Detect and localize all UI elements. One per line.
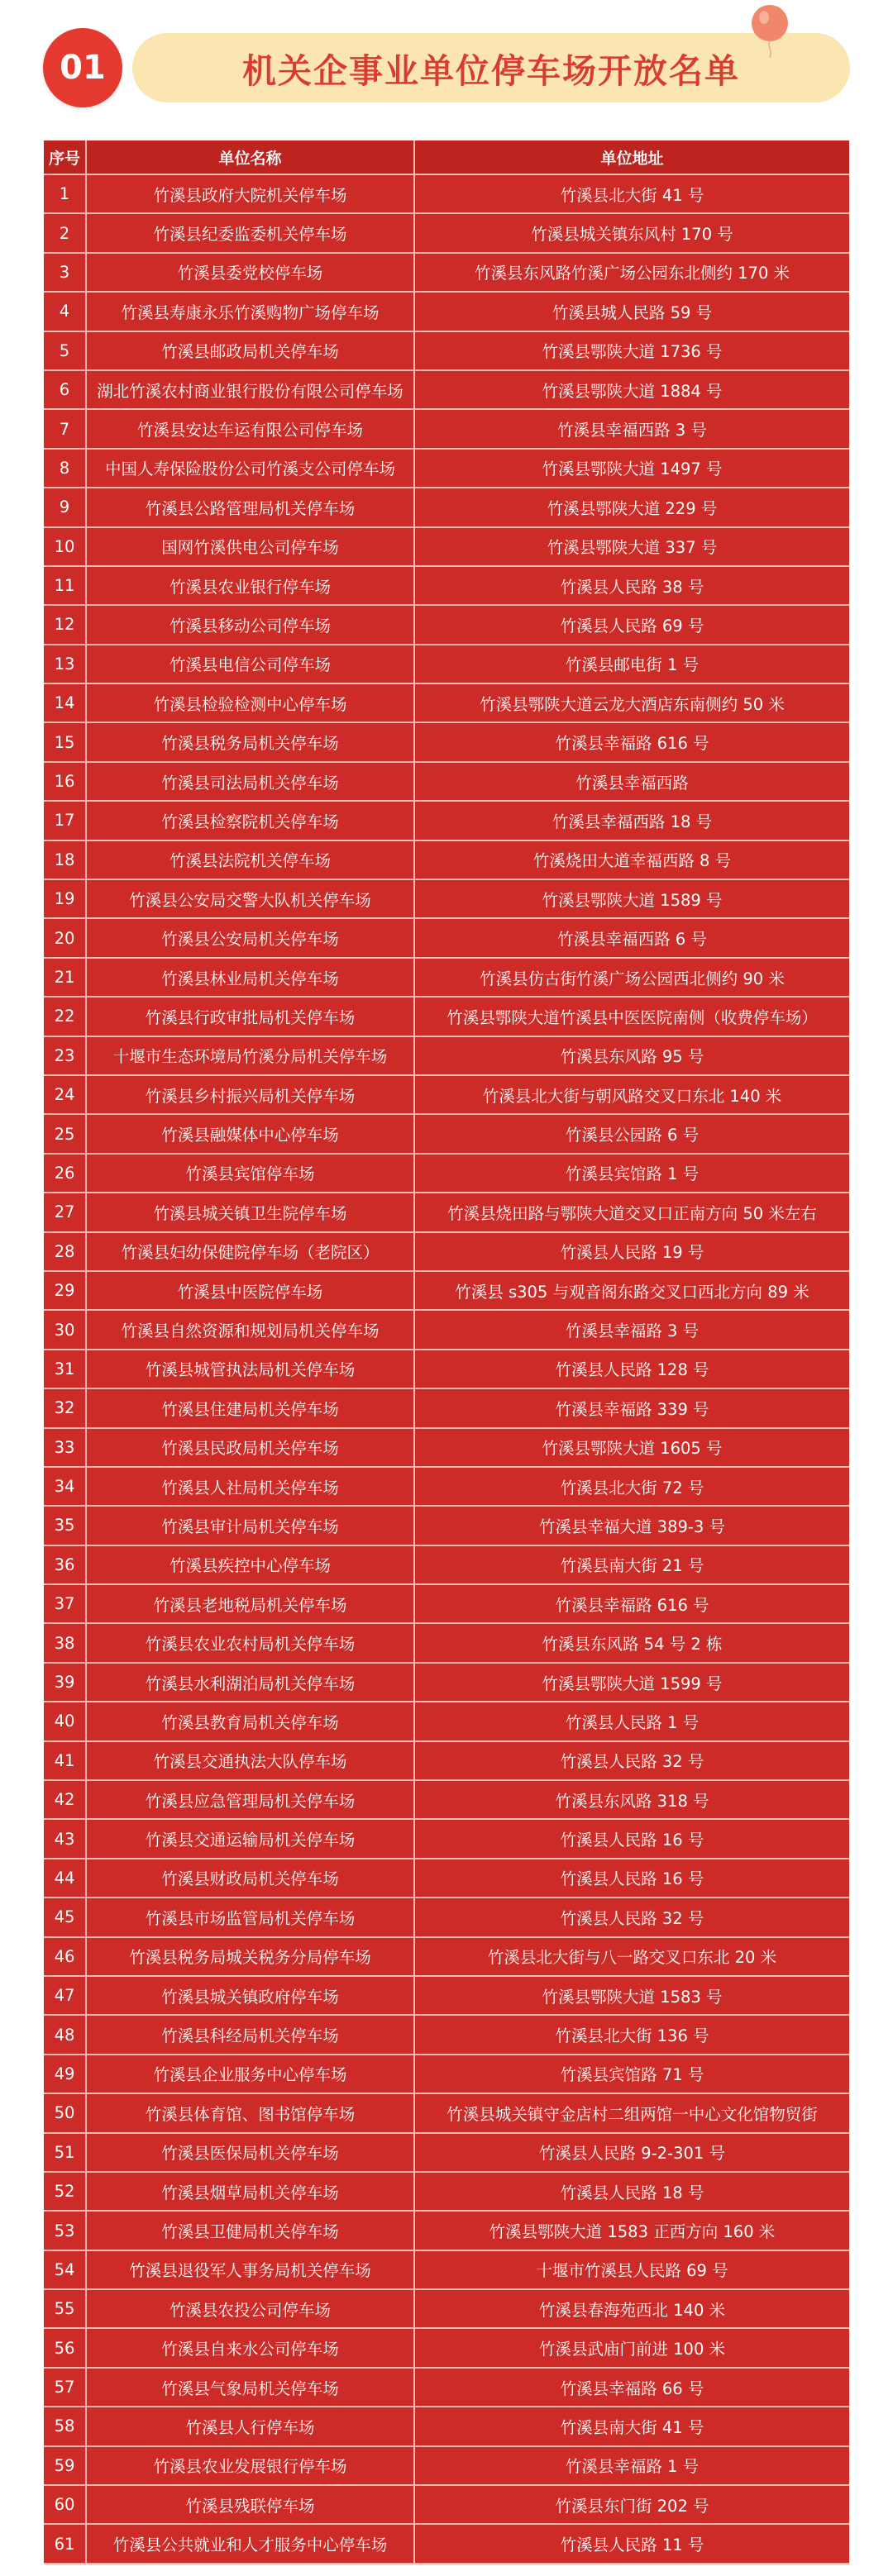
table-row	[44, 2016, 849, 2055]
cell-index: 26	[44, 1155, 87, 1192]
cell-unit-name: 竹溪县农业农村局机关停车场	[87, 1624, 415, 1661]
cell-index: 27	[44, 1193, 87, 1231]
table-row	[44, 2486, 849, 2525]
cell-unit-address: 竹溪县鄂陕大道 1497 号	[542, 459, 723, 479]
table-row	[44, 1820, 849, 1859]
table-row	[44, 254, 849, 293]
cell-index: 11	[44, 567, 87, 604]
cell-unit-address: 竹溪县人民路 1 号	[565, 1712, 700, 1732]
cell-unit-name: 竹溪县乡村振兴局机关停车场	[87, 1076, 415, 1113]
cell-unit-name: 竹溪县城关镇卫生院停车场	[87, 1193, 415, 1231]
table-row	[44, 841, 849, 880]
cell-index: 9	[44, 488, 87, 526]
table-row	[44, 998, 849, 1036]
cell-unit-name: 竹溪县司法局机关停车场	[87, 763, 415, 800]
table-row	[44, 214, 849, 253]
cell-index: 49	[44, 2055, 87, 2093]
cell-unit-address: 竹溪县鄂陕大道 1884 号	[542, 381, 723, 401]
col-header-unit-name: 单位名称	[87, 140, 415, 174]
cell-unit-address: 竹溪县人民路 32 号	[560, 1908, 704, 1928]
cell-unit-name: 竹溪县寿康永乐竹溪购物广场停车场	[87, 293, 415, 330]
cell-unit-name: 竹溪县法院机关停车场	[87, 841, 415, 879]
cell-unit-address: 竹溪县宾馆路 1 号	[565, 1164, 700, 1184]
table-row	[44, 410, 849, 449]
cell-unit-name: 竹溪县自来水公司停车场	[87, 2329, 415, 2366]
table-row	[44, 959, 849, 998]
cell-index: 8	[44, 450, 87, 487]
cell-unit-address: 竹溪县人民路 18 号	[560, 2183, 704, 2202]
table-row	[44, 2290, 849, 2329]
table-row	[44, 1076, 849, 1115]
cell-unit-address: 竹溪县人民路 69 号	[560, 616, 704, 636]
cell-index: 54	[44, 2251, 87, 2288]
table-row	[44, 763, 849, 802]
cell-index: 45	[44, 1898, 87, 1936]
cell-unit-address: 竹溪县人民路 32 号	[560, 1752, 704, 1772]
cell-unit-name: 竹溪县自然资源和规划局机关停车场	[87, 1311, 415, 1348]
cell-unit-name: 竹溪县住建局机关停车场	[87, 1389, 415, 1426]
table-row	[44, 567, 849, 606]
cell-index: 7	[44, 410, 87, 447]
cell-unit-address: 竹溪县鄂陕大道竹溪县中医医院南侧（收费停车场）	[446, 1007, 818, 1027]
cell-unit-address: 竹溪县幸福西路 18 号	[552, 812, 713, 831]
cell-unit-name: 竹溪县民政局机关停车场	[87, 1429, 415, 1466]
cell-index: 53	[44, 2212, 87, 2249]
cell-unit-address: 竹溪县幸福大道 389-3 号	[538, 1517, 726, 1536]
cell-unit-name: 竹溪县宾馆停车场	[87, 1155, 415, 1192]
cell-index: 10	[44, 528, 87, 565]
table-row	[44, 1115, 849, 1154]
cell-unit-address: 竹溪县人民路 19 号	[560, 1243, 704, 1263]
table-row	[44, 488, 849, 527]
cell-unit-address: 竹溪县幸福路 616 号	[555, 734, 709, 754]
table-row	[44, 1781, 849, 1820]
cell-unit-name: 竹溪县农业银行停车场	[87, 567, 415, 604]
cell-index: 33	[44, 1429, 87, 1466]
table-row	[44, 293, 849, 331]
cell-index: 13	[44, 645, 87, 683]
table-row	[44, 645, 849, 684]
cell-unit-name: 竹溪县融媒体中心停车场	[87, 1115, 415, 1152]
cell-index: 48	[44, 2016, 87, 2053]
cell-index: 16	[44, 763, 87, 800]
cell-index: 1	[44, 175, 87, 212]
cell-index: 19	[44, 880, 87, 917]
cell-unit-address: 竹溪县东风路 95 号	[560, 1047, 704, 1067]
cell-unit-address: 竹溪县南大街 41 号	[560, 2417, 704, 2437]
cell-index: 29	[44, 1272, 87, 1309]
cell-index: 22	[44, 998, 87, 1035]
cell-index: 61	[44, 2525, 87, 2562]
table-row	[44, 1938, 849, 1977]
cell-unit-name: 竹溪县老地税局机关停车场	[87, 1585, 415, 1622]
table-row	[44, 1585, 849, 1624]
cell-unit-address: 竹溪县鄂陕大道云龙大酒店东南侧约 50 米	[480, 694, 785, 714]
table-row	[44, 802, 849, 840]
cell-unit-name: 竹溪县安达车运有限公司停车场	[87, 410, 415, 447]
balloon-icon	[748, 5, 791, 58]
table-row	[44, 2212, 849, 2250]
cell-unit-address: 竹溪县东风路竹溪广场公园东北侧约 170 米	[474, 264, 790, 283]
cell-index: 56	[44, 2329, 87, 2366]
cell-unit-name: 竹溪县检察院机关停车场	[87, 802, 415, 839]
cell-unit-address: 竹溪县北大街与八一路交叉口东北 20 米	[487, 1948, 777, 1968]
table-row	[44, 2329, 849, 2368]
cell-index: 32	[44, 1389, 87, 1426]
cell-index: 5	[44, 332, 87, 369]
cell-unit-address: 竹溪县南大街 21 号	[560, 1556, 704, 1576]
cell-unit-address: 竹溪县鄂陕大道 229 号	[547, 498, 718, 518]
cell-unit-name: 竹溪县气象局机关停车场	[87, 2369, 415, 2406]
cell-unit-address: 竹溪县人民路 128 号	[555, 1360, 709, 1380]
cell-index: 35	[44, 1507, 87, 1544]
cell-index: 20	[44, 919, 87, 956]
table-row	[44, 1507, 849, 1545]
cell-unit-address: 竹溪县烧田路与鄂陕大道交叉口正南方向 50 米左右	[447, 1203, 817, 1223]
cell-unit-name: 竹溪县公安局机关停车场	[87, 919, 415, 956]
table-row	[44, 606, 849, 645]
col-header-unit-address: 单位地址	[600, 149, 664, 168]
cell-index: 18	[44, 841, 87, 879]
table-row	[44, 528, 849, 567]
cell-index: 55	[44, 2290, 87, 2327]
cell-unit-name: 竹溪县卫健局机关停车场	[87, 2212, 415, 2249]
cell-index: 37	[44, 1585, 87, 1622]
cell-index: 28	[44, 1233, 87, 1270]
cell-index: 21	[44, 959, 87, 996]
table-row	[44, 2447, 849, 2486]
table-row	[44, 1429, 849, 1468]
cell-unit-address: 竹溪县幸福路 66 号	[560, 2378, 704, 2398]
table-row	[44, 1272, 849, 1311]
cell-unit-name: 竹溪县交通执法大队停车场	[87, 1742, 415, 1779]
cell-index: 39	[44, 1664, 87, 1701]
cell-unit-address: 竹溪县 s305 与观音阁东路交叉口西北方向 89 米	[455, 1282, 809, 1302]
section-number-badge: 01	[43, 28, 122, 107]
cell-unit-name: 竹溪县应急管理局机关停车场	[87, 1781, 415, 1818]
table-row	[44, 1155, 849, 1193]
cell-unit-address: 竹溪县幸福西路	[575, 773, 689, 793]
cell-unit-address: 竹溪县鄂陕大道 1583 正西方向 160 米	[489, 2222, 776, 2241]
cell-unit-address: 竹溪县鄂陕大道 1583 号	[542, 1987, 723, 2007]
table-row	[44, 2134, 849, 2173]
table-row	[44, 2094, 849, 2133]
cell-index: 58	[44, 2407, 87, 2445]
cell-unit-name: 竹溪县市场监管局机关停车场	[87, 1898, 415, 1936]
table-row	[44, 1624, 849, 1663]
cell-index: 15	[44, 723, 87, 760]
table-row	[44, 1468, 849, 1507]
cell-unit-address: 竹溪县春海苑西北 140 米	[538, 2300, 726, 2320]
cell-unit-address: 竹溪县城人民路 59 号	[552, 302, 713, 322]
table-header-row	[44, 140, 849, 175]
cell-unit-address: 竹溪县幸福路 616 号	[555, 1595, 709, 1615]
cell-index: 4	[44, 293, 87, 330]
cell-index: 34	[44, 1468, 87, 1505]
cell-unit-name: 竹溪县水利湖泊局机关停车场	[87, 1664, 415, 1701]
cell-unit-name: 竹溪县审计局机关停车场	[87, 1507, 415, 1544]
cell-unit-name: 中国人寿保险股份公司竹溪支公司停车场	[87, 450, 415, 487]
cell-unit-name: 竹溪县烟草局机关停车场	[87, 2173, 415, 2210]
cell-unit-name: 竹溪县检验检测中心停车场	[87, 684, 415, 721]
table-row	[44, 1546, 849, 1585]
cell-unit-name: 竹溪县人社局机关停车场	[87, 1468, 415, 1505]
cell-unit-address: 竹溪县北大街 41 号	[560, 185, 704, 205]
cell-unit-name: 竹溪县科经局机关停车场	[87, 2016, 415, 2053]
cell-index: 2	[44, 214, 87, 251]
table-row	[44, 2525, 849, 2564]
cell-unit-address: 竹溪县邮电街 1 号	[565, 655, 700, 675]
cell-unit-name: 竹溪县税务局机关停车场	[87, 723, 415, 760]
cell-unit-address: 竹溪县鄂陕大道 1605 号	[542, 1439, 723, 1459]
cell-unit-address: 竹溪县人民路 11 号	[560, 2536, 704, 2555]
table-row	[44, 919, 849, 958]
cell-unit-name: 竹溪县委党校停车场	[87, 254, 415, 291]
col-header-index: 序号	[44, 140, 87, 174]
table-row	[44, 1859, 849, 1898]
table-row	[44, 1664, 849, 1702]
cell-index: 25	[44, 1115, 87, 1152]
table-row	[44, 1350, 849, 1389]
title-banner	[132, 33, 850, 102]
cell-index: 60	[44, 2486, 87, 2523]
section-header	[0, 0, 893, 132]
cell-unit-address: 竹溪县北大街 72 号	[560, 1478, 704, 1498]
cell-unit-address: 竹溪县幸福路 339 号	[555, 1399, 709, 1419]
cell-unit-address: 竹溪县宾馆路 71 号	[560, 2065, 704, 2085]
table-row	[44, 450, 849, 488]
table-row	[44, 2055, 849, 2094]
cell-unit-address: 竹溪县鄂陕大道 1599 号	[542, 1674, 723, 1693]
cell-unit-address: 竹溪县幸福路 3 号	[565, 1321, 700, 1341]
cell-unit-address: 竹溪县鄂陕大道 1736 号	[542, 342, 723, 362]
table-row	[44, 1233, 849, 1272]
parking-table	[44, 140, 849, 2564]
cell-index: 3	[44, 254, 87, 291]
cell-index: 46	[44, 1938, 87, 1975]
cell-unit-address: 竹溪县人民路 38 号	[560, 577, 704, 597]
cell-index: 17	[44, 802, 87, 839]
cell-unit-address: 竹溪县人民路 16 号	[560, 1831, 704, 1850]
table-row	[44, 175, 849, 214]
cell-index: 47	[44, 1977, 87, 2014]
cell-unit-name: 竹溪县医保局机关停车场	[87, 2134, 415, 2171]
cell-unit-name: 十堰市生态环境局竹溪分局机关停车场	[87, 1037, 415, 1074]
cell-unit-address: 竹溪县人民路 16 号	[560, 1869, 704, 1889]
cell-unit-address: 竹溪县城关镇东风村 170 号	[531, 225, 733, 245]
cell-unit-name: 竹溪县公安局交警大队机关停车场	[87, 880, 415, 917]
cell-unit-address: 竹溪县东门街 202 号	[555, 2496, 709, 2516]
cell-unit-address: 竹溪县武庙门前进 100 米	[538, 2340, 726, 2359]
cell-unit-name: 竹溪县城关镇政府停车场	[87, 1977, 415, 2014]
cell-unit-address: 竹溪县北大街与朝风路交叉口东北 140 米	[482, 1086, 782, 1106]
cell-index: 14	[44, 684, 87, 721]
cell-unit-name: 竹溪县税务局城关税务分局停车场	[87, 1938, 415, 1975]
cell-unit-address: 竹溪县人民路 9-2-301 号	[538, 2144, 725, 2164]
cell-index: 43	[44, 1820, 87, 1857]
cell-unit-address: 竹溪县鄂陕大道 337 号	[547, 538, 718, 558]
cell-unit-name: 竹溪县行政审批局机关停车场	[87, 998, 415, 1035]
cell-unit-name: 竹溪县城管执法局机关停车场	[87, 1350, 415, 1388]
table-row	[44, 1702, 849, 1741]
cell-unit-address: 竹溪县东风路 54 号 2 栋	[542, 1635, 723, 1655]
cell-unit-name: 竹溪县退役军人事务局机关停车场	[87, 2251, 415, 2288]
cell-index: 31	[44, 1350, 87, 1388]
cell-unit-address: 竹溪县幸福西路 6 号	[557, 930, 707, 950]
cell-index: 52	[44, 2173, 87, 2210]
cell-index: 36	[44, 1546, 87, 1583]
cell-unit-address: 十堰市竹溪县人民路 69 号	[536, 2261, 728, 2281]
cell-index: 42	[44, 1781, 87, 1818]
cell-index: 51	[44, 2134, 87, 2171]
cell-unit-name: 竹溪县农业发展银行停车场	[87, 2447, 415, 2484]
cell-unit-address: 竹溪县幸福路 1 号	[565, 2457, 700, 2477]
cell-index: 12	[44, 606, 87, 643]
cell-unit-address: 竹溪县幸福西路 3 号	[557, 421, 707, 440]
cell-unit-name: 竹溪县林业局机关停车场	[87, 959, 415, 996]
table-row	[44, 880, 849, 919]
cell-unit-name: 国网竹溪供电公司停车场	[87, 528, 415, 565]
cell-unit-name: 竹溪县人行停车场	[87, 2407, 415, 2445]
cell-unit-address: 竹溪县公园路 6 号	[565, 1126, 700, 1145]
table-body	[44, 175, 849, 2564]
cell-index: 23	[44, 1037, 87, 1074]
cell-unit-address: 竹溪县仿古街竹溪广场公园西北侧约 90 米	[480, 969, 785, 988]
table-row	[44, 332, 849, 371]
cell-unit-name: 竹溪县妇幼保健院停车场（老院区）	[87, 1233, 415, 1270]
cell-unit-address: 竹溪县鄂陕大道 1589 号	[542, 890, 723, 910]
cell-unit-address: 竹溪烧田大道幸福西路 8 号	[532, 851, 732, 871]
table-row	[44, 2407, 849, 2446]
table-row	[44, 1193, 849, 1232]
cell-index: 57	[44, 2369, 87, 2406]
table-row	[44, 1898, 849, 1937]
cell-unit-name: 竹溪县企业服务中心停车场	[87, 2055, 415, 2093]
table-row	[44, 2369, 849, 2407]
cell-unit-name: 竹溪县残联停车场	[87, 2486, 415, 2523]
cell-index: 59	[44, 2447, 87, 2484]
cell-unit-name: 竹溪县教育局机关停车场	[87, 1702, 415, 1740]
page-title: 机关企事业单位停车场开放名单	[242, 50, 740, 91]
cell-unit-address: 竹溪县城关镇守金店村二组两馆一中心文化馆物贸街	[446, 2104, 818, 2124]
cell-unit-name: 湖北竹溪农村商业银行股份有限公司停车场	[87, 371, 415, 408]
cell-unit-name: 竹溪县邮政局机关停车场	[87, 332, 415, 369]
table-row	[44, 1311, 849, 1350]
cell-index: 44	[44, 1859, 87, 1897]
cell-unit-name: 竹溪县公路管理局机关停车场	[87, 488, 415, 526]
cell-index: 50	[44, 2094, 87, 2131]
table-row	[44, 2251, 849, 2290]
table-row	[44, 1037, 849, 1076]
cell-index: 6	[44, 371, 87, 408]
cell-unit-name: 竹溪县政府大院机关停车场	[87, 175, 415, 212]
cell-unit-address: 竹溪县东风路 318 号	[555, 1791, 709, 1811]
cell-unit-name: 竹溪县农投公司停车场	[87, 2290, 415, 2327]
cell-unit-name: 竹溪县中医院停车场	[87, 1272, 415, 1309]
cell-unit-name: 竹溪县公共就业和人才服务中心停车场	[87, 2525, 415, 2562]
table-row	[44, 723, 849, 762]
cell-index: 24	[44, 1076, 87, 1113]
table-row	[44, 1977, 849, 2016]
table-row	[44, 1389, 849, 1428]
cell-unit-name: 竹溪县移动公司停车场	[87, 606, 415, 643]
cell-index: 30	[44, 1311, 87, 1348]
cell-index: 41	[44, 1742, 87, 1779]
cell-unit-address: 竹溪县北大街 136 号	[555, 2026, 709, 2046]
cell-unit-name: 竹溪县体育馆、图书馆停车场	[87, 2094, 415, 2131]
cell-unit-name: 竹溪县财政局机关停车场	[87, 1859, 415, 1897]
table-row	[44, 371, 849, 410]
table-row	[44, 1742, 849, 1781]
cell-index: 40	[44, 1702, 87, 1740]
cell-unit-name: 竹溪县电信公司停车场	[87, 645, 415, 683]
cell-unit-name: 竹溪县疾控中心停车场	[87, 1546, 415, 1583]
table-row	[44, 684, 849, 723]
cell-unit-name: 竹溪县交通运输局机关停车场	[87, 1820, 415, 1857]
table-row	[44, 2173, 849, 2212]
cell-index: 38	[44, 1624, 87, 1661]
cell-unit-name: 竹溪县纪委监委机关停车场	[87, 214, 415, 251]
